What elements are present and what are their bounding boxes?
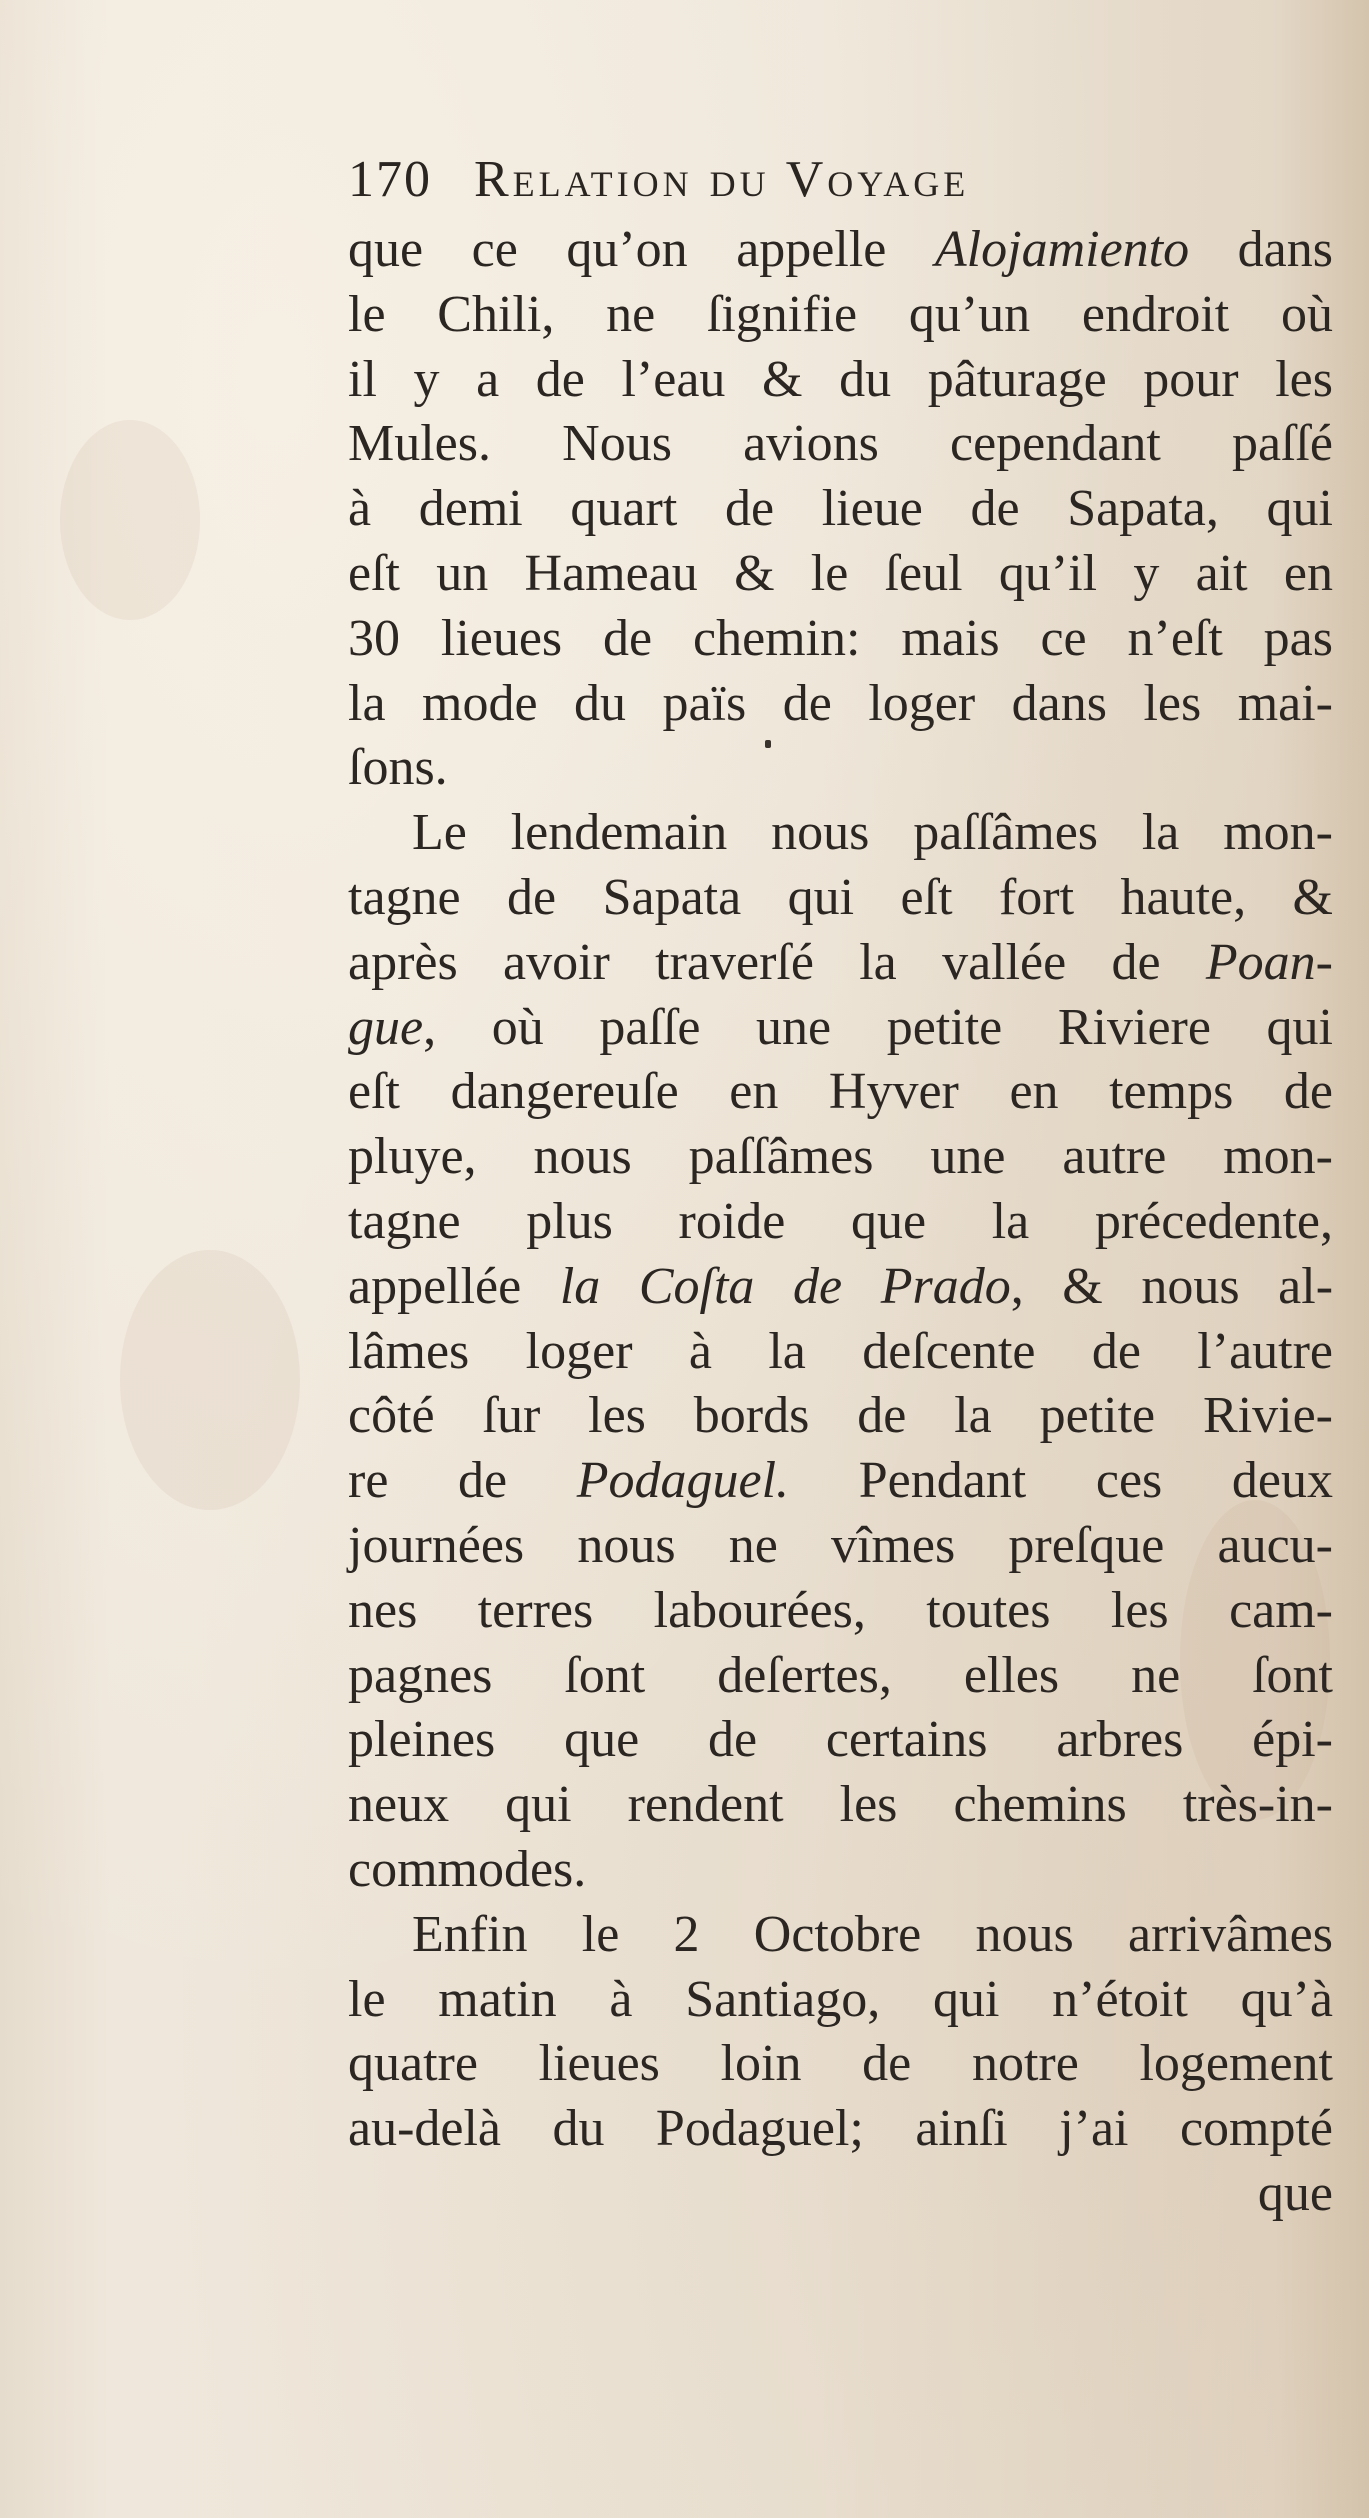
italic-run: Alojamiento (934, 221, 1190, 278)
text-line (348, 1384, 1333, 1449)
text-line (348, 2032, 1333, 2097)
text-line (348, 736, 1333, 801)
text-run: que ce qu’on appelle (348, 221, 935, 278)
text-run: le matin à Santiago, qui n’étoit qu’à (348, 1970, 1333, 2028)
text-line (348, 1255, 1333, 1320)
text-line (348, 996, 1333, 1061)
paper-stain (120, 1250, 300, 1510)
text-run: tagne de Sapata qui eſt fort haute, & (348, 868, 1333, 926)
text-run: journées nous ne vîmes preſque aucu- (348, 1516, 1333, 1574)
text-line (348, 1644, 1333, 1709)
text-line (348, 801, 1333, 866)
text-run: , & nous al- (1010, 1257, 1334, 1315)
text-line (348, 1514, 1333, 1579)
text-run: Pendant ces deux (789, 1452, 1333, 1510)
text-run: le Chili, ne ſignifie qu’un endroit où (348, 285, 1333, 343)
text-line (348, 1449, 1333, 1514)
paper-stain (60, 420, 200, 620)
text-run: dans (1189, 221, 1333, 278)
text-line (348, 1838, 1333, 1903)
text-run: à demi quart de lieue de Sapata, qui (348, 480, 1333, 538)
text-run: , où paſſe une petite Riviere qui (423, 998, 1333, 1056)
italic-run: gue (348, 998, 424, 1056)
text-run: Le lendemain nous paſſâmes la mon- (412, 804, 1333, 862)
text-line (348, 2097, 1333, 2162)
text-run: tagne plus roide que la précedente, (348, 1192, 1333, 1250)
text-line (348, 1190, 1333, 1255)
italic-run: la Coſta de Prado (559, 1257, 1011, 1315)
text-run: pagnes ſont deſertes, elles ne ſont (348, 1646, 1333, 1704)
text-run: après avoir traverſé la vallée de (348, 933, 1206, 991)
text-run: commodes. (348, 1840, 587, 1898)
text-line (348, 218, 1333, 283)
text-run: eſt un Hameau & le ſeul qu’il y ait en (348, 544, 1333, 602)
text-run: lâmes loger à la deſcente de l’autre (348, 1322, 1333, 1380)
text-run: eſt dangereuſe en Hyver en temps de (348, 1063, 1333, 1121)
text-line (348, 1708, 1333, 1773)
text-run: nes terres labourées, toutes les cam- (348, 1581, 1333, 1639)
text-run: quatre lieues loin de notre logement (348, 2035, 1333, 2093)
text-run: au-delà du Podaguel; ainſi j’ai compté (348, 2100, 1333, 2158)
text-run: Enfin le 2 Octobre nous arrivâmes (412, 1905, 1333, 1963)
page-number: 170 (348, 151, 432, 208)
text-line (348, 348, 1333, 413)
italic-run: Podaguel. (576, 1452, 790, 1510)
text-line (348, 931, 1333, 996)
text-line (348, 283, 1333, 348)
text-line (348, 412, 1333, 477)
text-run: ſons. (348, 739, 448, 797)
catchword: que (1257, 2164, 1333, 2222)
text-line (348, 672, 1333, 737)
text-line (348, 1968, 1333, 2033)
text-run: appellée (348, 1257, 560, 1315)
text-line (348, 1773, 1333, 1838)
italic-run: Poan- (1205, 933, 1333, 991)
text-line (348, 607, 1333, 672)
running-title: Relation du Voyage (474, 151, 970, 208)
text-run: 30 lieues de chemin: mais ce n’eſt pas (348, 609, 1333, 667)
text-line (348, 1320, 1333, 1385)
text-line (348, 1125, 1333, 1190)
text-run: Mules. Nous avions cependant paſſé (348, 415, 1333, 473)
body-text (348, 218, 1333, 2227)
running-header (348, 150, 1348, 216)
text-run: côté ſur les bords de la petite Rivie- (348, 1387, 1333, 1445)
text-run: la mode du païs de loger dans les mai- (348, 674, 1333, 732)
text-line (348, 866, 1333, 931)
text-line (348, 1903, 1333, 1968)
text-line (348, 1579, 1333, 1644)
text-run: pluye, nous paſſâmes une autre mon- (348, 1128, 1333, 1186)
text-run: neux qui rendent les chemins très-in- (348, 1776, 1333, 1834)
text-line (348, 1060, 1333, 1125)
text-run: re de (348, 1452, 577, 1510)
text-line (348, 477, 1333, 542)
text-line (348, 542, 1333, 607)
text-run: il y a de l’eau & du pâturage pour les (348, 350, 1333, 408)
text-run: pleines que de certains arbres épi- (348, 1711, 1333, 1769)
